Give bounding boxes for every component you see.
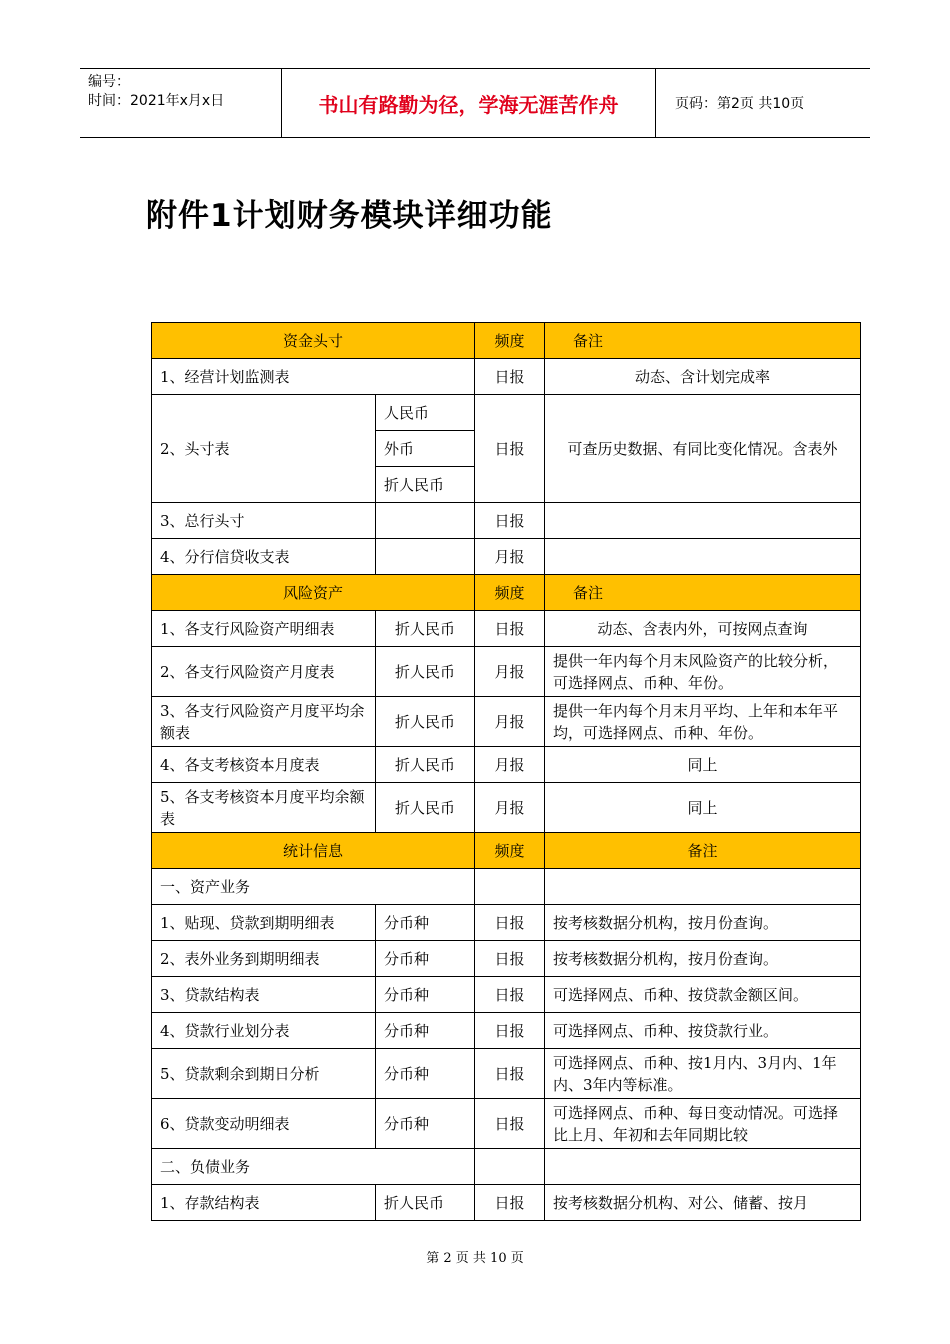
row-name: 2、头寸表 <box>152 395 376 503</box>
row-sub: 分币种 <box>376 1049 475 1099</box>
row-sub: 折人民币 <box>376 467 475 503</box>
row-freq: 月报 <box>475 539 545 575</box>
row-name: 5、贷款剩余到期日分析 <box>152 1049 376 1099</box>
row-note: 可选择网点、币种、每日变动情况。可选择比上月、年初和去年同期比较 <box>545 1099 861 1149</box>
row-note <box>545 539 861 575</box>
row-name: 3、各支行风险资产月度平均余额表 <box>152 697 376 747</box>
table-row <box>152 977 861 1013</box>
row-note <box>545 503 861 539</box>
table-row <box>152 647 861 697</box>
table-row <box>152 747 861 783</box>
table-row <box>152 611 861 647</box>
row-freq: 日报 <box>475 1049 545 1099</box>
liability-group-label: 二、负债业务 <box>152 1149 475 1185</box>
row-note: 动态、含表内外，可按网点查询 <box>545 611 861 647</box>
row-name: 4、贷款行业划分表 <box>152 1013 376 1049</box>
row-name: 1、存款结构表 <box>152 1185 376 1221</box>
page-footer: 第 2 页 共 10 页 <box>426 1251 524 1266</box>
header-motto: 书山有路勤为径，学海无涯苦作舟 <box>281 69 656 137</box>
row-note: 可查历史数据、有同比变化情况。含表外 <box>545 395 861 503</box>
row-note: 同上 <box>545 747 861 783</box>
risk-header-row <box>152 575 861 611</box>
row-freq: 日报 <box>475 977 545 1013</box>
table-row <box>152 1185 861 1221</box>
row-freq: 日报 <box>475 503 545 539</box>
header-time: 时间：2021年x月x日 <box>88 93 225 109</box>
row-sub <box>376 539 475 575</box>
empty-cell <box>545 1149 861 1185</box>
stats-freq-header: 频度 <box>475 833 545 869</box>
table-row <box>152 1013 861 1049</box>
header-page <box>665 69 870 137</box>
row-note: 可选择网点、币种、按贷款行业。 <box>545 1013 861 1049</box>
row-sub: 折人民币 <box>376 611 475 647</box>
risk-freq-header: 频度 <box>475 575 545 611</box>
row-freq: 月报 <box>475 647 545 697</box>
row-name: 1、经营计划监测表 <box>152 359 475 395</box>
row-note: 可选择网点、币种、按1月内、3月内、1年内、3年内等标准。 <box>545 1049 861 1099</box>
function-table <box>151 322 861 1221</box>
table-row <box>152 869 861 905</box>
row-freq: 日报 <box>475 1099 545 1149</box>
stats-title: 统计信息 <box>152 833 475 869</box>
table-row <box>152 1049 861 1099</box>
table-row <box>152 783 861 833</box>
row-note: 动态、含计划完成率 <box>545 359 861 395</box>
row-name: 3、贷款结构表 <box>152 977 376 1013</box>
row-sub <box>376 503 475 539</box>
row-freq: 日报 <box>475 611 545 647</box>
row-freq: 日报 <box>475 905 545 941</box>
row-freq: 月报 <box>475 697 545 747</box>
table-row <box>152 697 861 747</box>
table-row <box>152 905 861 941</box>
row-freq: 日报 <box>475 395 545 503</box>
table-row <box>152 1149 861 1185</box>
row-sub: 分币种 <box>376 1013 475 1049</box>
row-name: 2、各支行风险资产月度表 <box>152 647 376 697</box>
document-title: 附件1计划财务模块详细功能 <box>146 198 553 234</box>
row-name: 2、表外业务到期明细表 <box>152 941 376 977</box>
funds-header-row <box>152 323 861 359</box>
row-sub: 外币 <box>376 431 475 467</box>
table-row <box>152 359 861 395</box>
table-row <box>152 539 861 575</box>
row-freq: 日报 <box>475 1185 545 1221</box>
row-sub: 折人民币 <box>376 747 475 783</box>
funds-freq-header: 频度 <box>475 323 545 359</box>
row-name: 1、贴现、贷款到期明细表 <box>152 905 376 941</box>
table-row <box>152 503 861 539</box>
row-sub: 分币种 <box>376 1099 475 1149</box>
empty-cell <box>475 1149 545 1185</box>
row-note: 按考核数据分机构，按月份查询。 <box>545 941 861 977</box>
row-freq: 日报 <box>475 941 545 977</box>
row-sub: 分币种 <box>376 905 475 941</box>
row-note: 提供一年内每个月末风险资产的比较分析，可选择网点、币种、年份。 <box>545 647 861 697</box>
page-header <box>80 68 870 138</box>
row-freq: 月报 <box>475 747 545 783</box>
risk-note-header: 备注 <box>545 575 861 611</box>
row-freq: 月报 <box>475 783 545 833</box>
header-number: 编号： <box>88 74 130 90</box>
row-sub: 折人民币 <box>376 697 475 747</box>
stats-note-header: 备注 <box>545 833 861 869</box>
empty-cell <box>475 869 545 905</box>
row-sub: 折人民币 <box>376 647 475 697</box>
risk-title: 风险资产 <box>152 575 475 611</box>
row-sub: 折人民币 <box>376 1185 475 1221</box>
row-name: 1、各支行风险资产明细表 <box>152 611 376 647</box>
row-name: 4、分行信贷收支表 <box>152 539 376 575</box>
row-freq: 日报 <box>475 359 545 395</box>
row-note: 可选择网点、币种、按贷款金额区间。 <box>545 977 861 1013</box>
header-page-label: 页码：第2页 共10页 <box>675 96 805 112</box>
row-sub: 折人民币 <box>376 783 475 833</box>
row-sub: 人民币 <box>376 395 475 431</box>
row-note: 同上 <box>545 783 861 833</box>
stats-header-row <box>152 833 861 869</box>
row-name: 5、各支考核资本月度平均余额表 <box>152 783 376 833</box>
funds-note-header: 备注 <box>545 323 861 359</box>
row-name: 6、贷款变动明细表 <box>152 1099 376 1149</box>
row-name: 3、总行头寸 <box>152 503 376 539</box>
row-sub: 分币种 <box>376 941 475 977</box>
table-row <box>152 395 861 431</box>
table-row <box>152 941 861 977</box>
table-row <box>152 1099 861 1149</box>
row-note: 按考核数据分机构、对公、储蓄、按月 <box>545 1185 861 1221</box>
row-note: 按考核数据分机构，按月份查询。 <box>545 905 861 941</box>
header-meta <box>80 69 280 137</box>
funds-title: 资金头寸 <box>152 323 475 359</box>
row-sub: 分币种 <box>376 977 475 1013</box>
empty-cell <box>545 869 861 905</box>
asset-group-label: 一、资产业务 <box>152 869 475 905</box>
row-name: 4、各支考核资本月度表 <box>152 747 376 783</box>
row-note: 提供一年内每个月末月平均、上年和本年平均，可选择网点、币种、年份。 <box>545 697 861 747</box>
row-freq: 日报 <box>475 1013 545 1049</box>
